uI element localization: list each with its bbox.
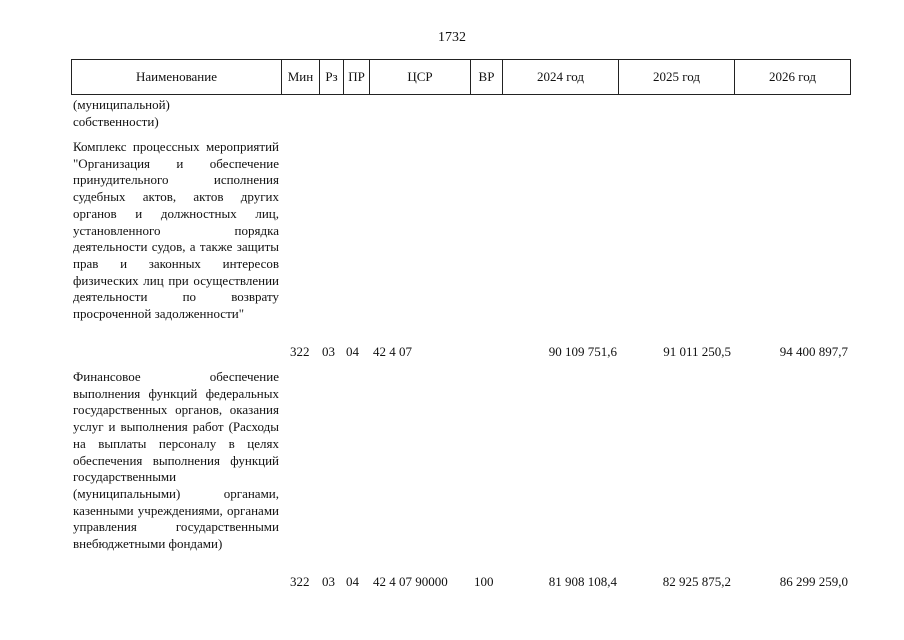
row-name-text: (муниципальной) собственности) xyxy=(73,97,170,129)
row1-min: 322 xyxy=(290,344,310,359)
row1-pr: 04 xyxy=(346,344,359,359)
row2-pr: 04 xyxy=(346,574,359,589)
row-name-financing xyxy=(73,369,279,553)
row-name-text: Финансовое обеспечение выполнения функций федеральных государственных органов, оказания услуг и выполнения работ (Расходы на выплаты персоналу в целях обеспечения выполнения функций государственными (муниципальными) органами, казенными учреждениями, органами управления государственными внебюджетными фондами) xyxy=(73,369,279,552)
header-min: Мин xyxy=(282,60,320,95)
row1-2025: 91 011 250,5 xyxy=(663,344,731,359)
row2-2025: 82 925 875,2 xyxy=(662,574,731,589)
row2-2026: 86 299 259,0 xyxy=(779,574,848,589)
row2-min: 322 xyxy=(290,574,310,589)
row1-2026: 94 400 897,7 xyxy=(779,344,848,359)
row-name-text: Комплекс процессных мероприятий "Организация и обеспечение принудительного исполнения судебных актов, актов других органов и должностных лиц, установленного порядка деятельности судов, а также защиты прав и законных интересов физических лиц при осуществлении деятельности по возврату просроченной задолженности" xyxy=(73,139,279,322)
row1-rz: 03 xyxy=(322,344,335,359)
row1-csr: 42 4 07 xyxy=(373,344,412,359)
table-header xyxy=(71,59,851,95)
header-vr: ВР xyxy=(471,60,503,95)
row2-vr: 100 xyxy=(474,574,494,589)
header-2024: 2024 год xyxy=(503,60,619,95)
header-csr: ЦСР xyxy=(370,60,471,95)
row-name-continuation xyxy=(73,97,279,130)
page-number: 1732 xyxy=(438,30,466,45)
row2-csr: 42 4 07 90000 xyxy=(373,574,448,589)
header-2025: 2025 год xyxy=(619,60,735,95)
row1-2024: 90 109 751,6 xyxy=(548,344,617,359)
header-pr: ПР xyxy=(344,60,370,95)
row-name-complex xyxy=(73,139,279,323)
row2-rz: 03 xyxy=(322,574,335,589)
row2-2024: 81 908 108,4 xyxy=(548,574,617,589)
header-2026: 2026 год xyxy=(735,60,851,95)
header-name: Наименование xyxy=(72,60,282,95)
header-rz: Рз xyxy=(320,60,344,95)
